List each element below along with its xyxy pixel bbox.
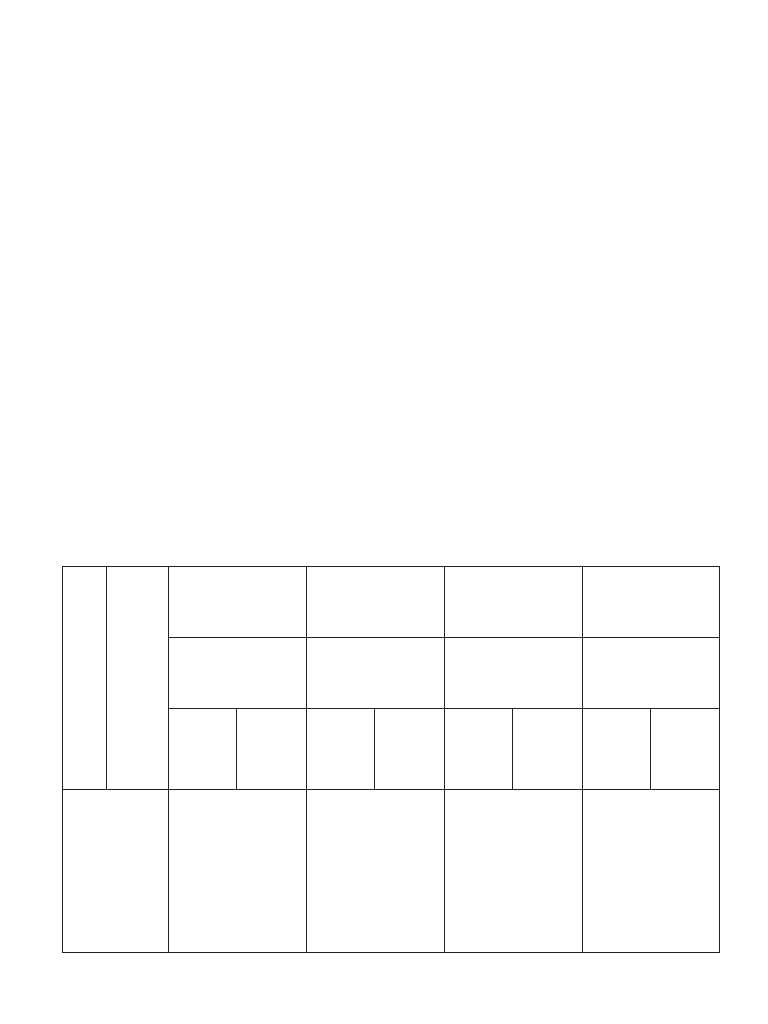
aperture-header xyxy=(107,567,169,790)
cumulative-header xyxy=(237,709,307,790)
mesh-header xyxy=(63,567,107,790)
remarks-cell[interactable] xyxy=(445,790,583,953)
cumulative-header xyxy=(651,709,720,790)
blank-group-cell[interactable] xyxy=(583,567,720,638)
remarks-cell[interactable] xyxy=(583,790,720,953)
results-table xyxy=(62,566,720,953)
blank-group-cell[interactable] xyxy=(169,567,307,638)
percentages-header xyxy=(307,638,445,709)
percentages-header xyxy=(583,638,720,709)
fractional-header xyxy=(445,709,513,790)
percentages-header xyxy=(169,638,307,709)
fractional-header xyxy=(307,709,375,790)
blank-group-cell[interactable] xyxy=(445,567,583,638)
remarks-label xyxy=(63,790,169,953)
impact-logo-right xyxy=(606,8,756,82)
percentages-header xyxy=(445,638,583,709)
impact-logo-left xyxy=(22,8,172,82)
sieve-graph xyxy=(0,175,768,545)
fractional-header xyxy=(169,709,237,790)
sieve-scales xyxy=(0,90,768,175)
blank-group-cell[interactable] xyxy=(307,567,445,638)
remarks-cell[interactable] xyxy=(169,790,307,953)
cumulative-header xyxy=(375,709,445,790)
remarks-cell[interactable] xyxy=(307,790,445,953)
cumulative-header xyxy=(513,709,583,790)
fractional-header xyxy=(583,709,651,790)
